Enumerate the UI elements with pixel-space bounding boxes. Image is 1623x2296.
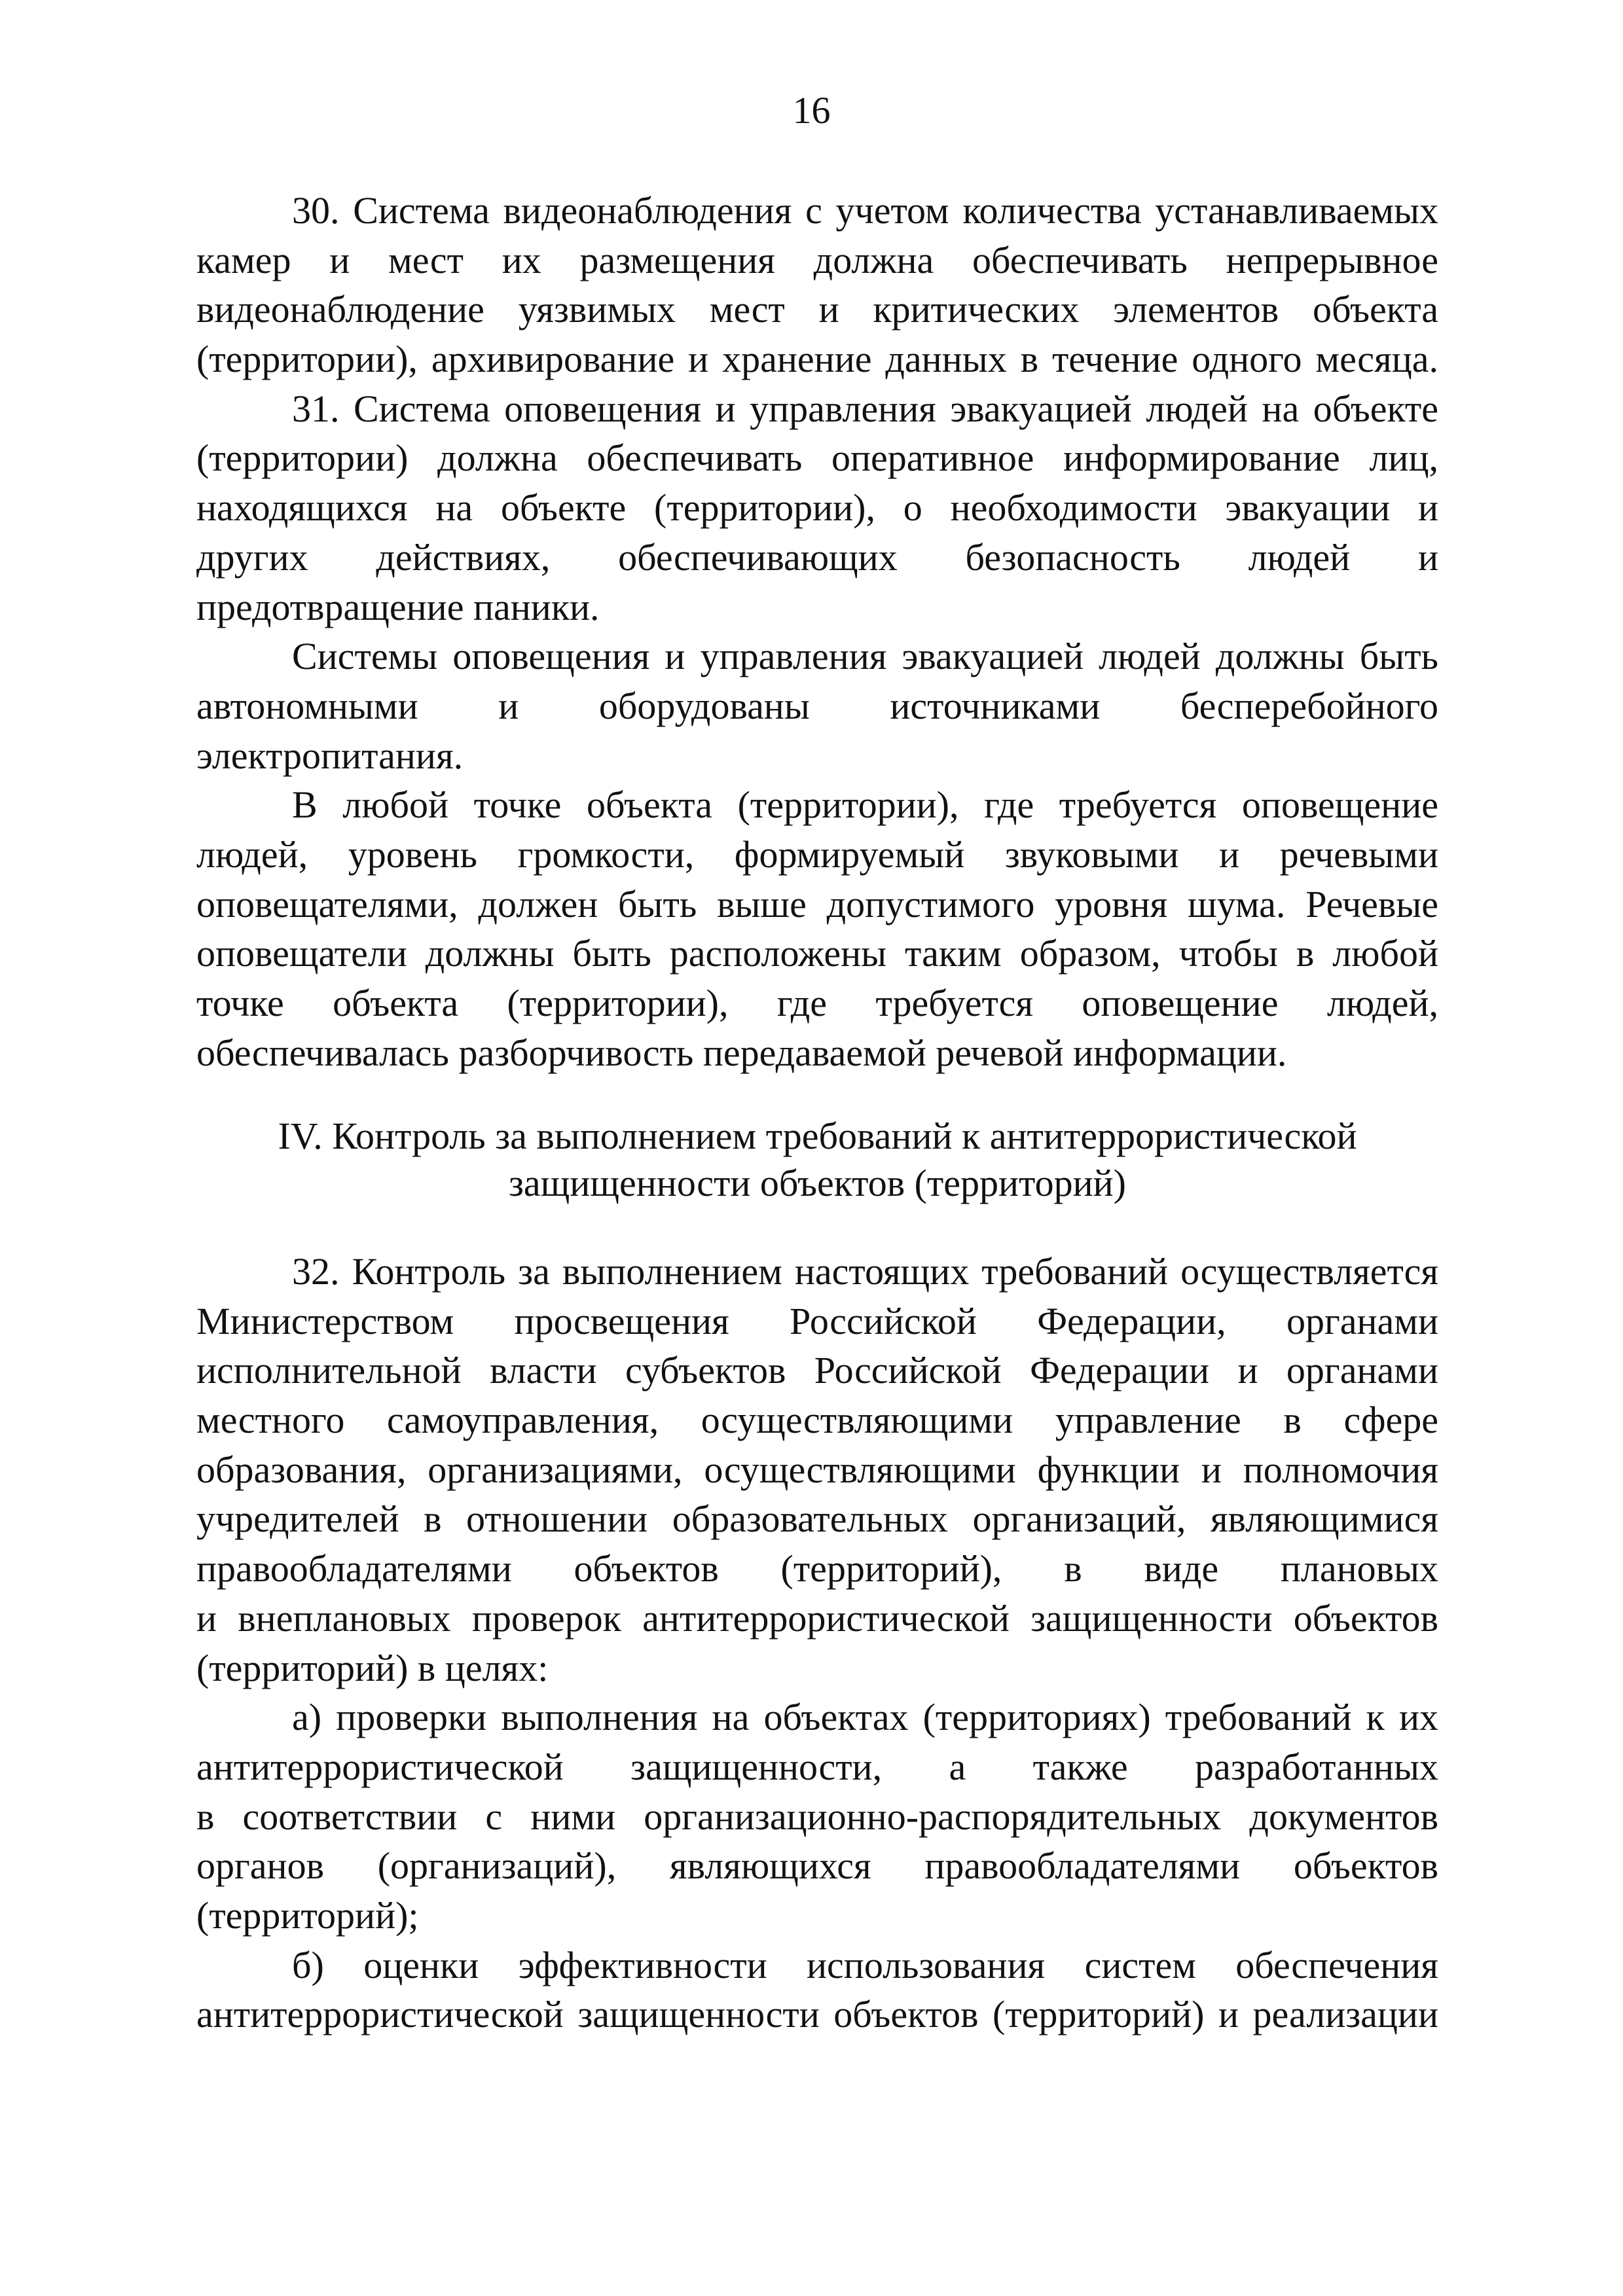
text-line: в соответствии с ними организационно-распорядительных документов	[196, 1795, 1438, 1838]
text-line: предотвращение паники.	[196, 585, 600, 628]
text-line: образования, организациями, осуществляющими функции и полномочия	[196, 1448, 1438, 1491]
text-line: обеспечивалась разборчивость передаваемой речевой информации.	[196, 1031, 1287, 1074]
section-heading	[196, 1113, 1438, 1207]
text-line: других действиях, обеспечивающих безопасность людей и	[196, 535, 1438, 579]
text-line: а) проверки выполнения на объектах (территориях) требований к их	[292, 1696, 1438, 1739]
body-text-block-1	[196, 186, 1438, 1077]
text-line: учредителей в отношении образовательных организаций, являющимися	[196, 1498, 1438, 1541]
text-line: оповещатели должны быть расположены таким образом, чтобы в любой	[196, 932, 1438, 975]
text-line: Министерством просвещения Российской Федерации, органами	[196, 1299, 1438, 1342]
section-heading-line: защищенности объектов (территорий)	[508, 1162, 1126, 1204]
text-line: антитеррористической защищенности объектов (территорий) и реализации	[196, 1993, 1438, 2036]
text-line: камер и мест их размещения должна обеспечивать непрерывное	[196, 238, 1438, 281]
text-line: антитеррористической защищенности, а также разработанных	[196, 1745, 1438, 1788]
text-line: точке объекта (территории), где требуется оповещение людей,	[196, 982, 1438, 1024]
text-line: (территорий);	[196, 1893, 419, 1937]
text-line: правообладателями объектов (территорий), в виде плановых	[196, 1547, 1438, 1590]
text-line: 31. Система оповещения и управления эвакуацией людей на объекте	[292, 387, 1438, 430]
text-line: местного самоуправления, осуществляющими управление в сфере	[196, 1399, 1438, 1442]
section-heading-line: IV. Контроль за выполнением требований к антитеррористической	[278, 1115, 1357, 1157]
text-line: и внеплановых проверок антитеррористической защищенности объектов	[196, 1596, 1438, 1640]
page-number: 16	[792, 89, 831, 132]
text-line: б) оценки эффективности использования систем обеспечения	[292, 1943, 1438, 1986]
text-line: В любой точке объекта (территории), где требуется оповещение	[292, 783, 1438, 827]
text-line: видеонаблюдение уязвимых мест и критических элементов объекта	[196, 288, 1438, 331]
text-line: электропитания.	[196, 734, 464, 777]
text-line: Системы оповещения и управления эвакуацией людей должны быть	[292, 635, 1438, 678]
text-line: находящихся на объекте (территории), о необходимости эвакуации и	[196, 486, 1438, 529]
text-line: (территорий) в целях:	[196, 1646, 549, 1689]
text-line: людей, уровень громкости, формируемый звуковыми и речевыми	[196, 833, 1438, 876]
text-line: 30. Система видеонаблюдения с учетом количества устанавливаемых	[292, 189, 1438, 232]
text-line: (территории) должна обеспечивать оперативное информирование лиц,	[196, 437, 1438, 480]
text-line: 32. Контроль за выполнением настоящих требований осуществляется	[292, 1250, 1438, 1293]
text-line: исполнительной власти субъектов Российской Федерации и органами	[196, 1349, 1438, 1392]
text-line: автономными и оборудованы источниками бесперебойного	[196, 684, 1438, 727]
body-text-block-2	[196, 1247, 1438, 2039]
text-line: (территории), архивирование и хранение данных в течение одного месяца.	[196, 338, 1438, 381]
text-line: органов (организаций), являющихся правообладателями объектов	[196, 1844, 1438, 1888]
text-line: оповещателями, должен быть выше допустимого уровня шума. Речевые	[196, 882, 1438, 925]
